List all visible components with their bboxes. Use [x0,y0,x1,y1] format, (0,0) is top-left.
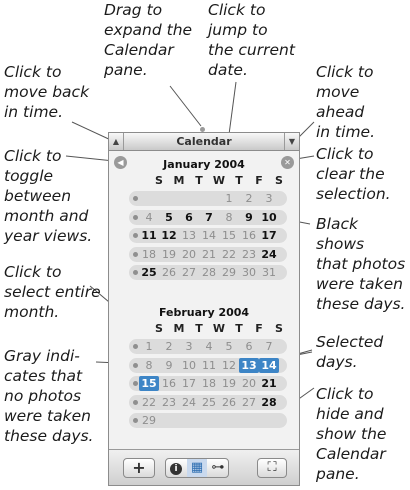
day-cell[interactable]: 19 [222,377,236,390]
day-cell[interactable]: 21 [261,377,277,390]
week-select-bullet-icon[interactable] [133,252,138,257]
day-cell[interactable]: 7 [265,340,273,353]
day-cell[interactable]: 26 [222,395,236,409]
day-cell[interactable]: 31 [262,266,276,279]
weekday-header: S [155,322,163,335]
day-cell[interactable]: 2 [245,192,253,205]
day-cell[interactable]: 9 [245,210,253,224]
day-cell[interactable]: 1 [225,192,233,205]
day-cell[interactable]: 19 [162,247,176,261]
weekday-header: M [173,322,185,335]
month-title[interactable]: February 2004 [158,306,250,319]
day-cell[interactable]: 27 [182,266,196,279]
weekday-header: M [173,174,185,187]
move-ahead-button[interactable]: ▼ [284,133,299,150]
week-row[interactable] [129,413,287,428]
view-segmented-control [165,458,229,478]
annotation-move-back: Click to move back in time. [4,63,90,121]
day-cell[interactable]: 2 [165,340,173,353]
day-cell[interactable]: 17 [182,377,196,390]
week-row[interactable] [129,191,287,206]
weekday-header: S [155,174,163,187]
day-cell[interactable]: 13 [182,229,196,242]
week-row[interactable] [129,376,287,391]
day-cell[interactable]: 11 [141,229,157,242]
day-cell[interactable]: 25 [202,395,216,409]
day-cell[interactable]: 8 [145,358,153,372]
week-row[interactable] [129,210,287,225]
weekday-header: F [255,174,263,187]
day-cell[interactable]: 29 [222,266,236,279]
day-cell[interactable]: 23 [242,247,256,261]
day-cell[interactable]: 22 [142,395,156,409]
annotation-selected-days: Selected days. [316,333,384,371]
calendar-bottom-toolbar [109,449,299,485]
day-cell[interactable]: 10 [182,358,196,372]
day-cell[interactable]: 15 [222,229,236,242]
weekday-header: S [275,174,283,187]
weekday-header: T [235,322,243,335]
key-icon: ⊶ [211,460,225,475]
calendar-icon: ▦ [190,460,204,475]
day-cell[interactable]: 5 [165,210,173,224]
day-cell[interactable]: 17 [261,229,277,242]
weekday-header: T [195,174,203,187]
week-select-bullet-icon[interactable] [133,418,138,423]
week-select-bullet-icon[interactable] [133,381,138,386]
day-cell[interactable]: 12 [161,229,177,242]
week-row[interactable] [129,265,287,280]
weekday-header: T [195,322,203,335]
weekday-header: F [255,322,263,335]
line-move-back [72,122,113,141]
weekday-header: W [212,174,226,187]
weekday-header-row [109,322,299,336]
clear-selection-icon[interactable]: ✕ [281,156,294,169]
annotation-toggle-views: Click to toggle between month and year views. [4,147,93,245]
day-cell[interactable]: 6 [245,340,253,353]
day-cell[interactable]: 14 [202,229,216,242]
day-cell[interactable]: 15 [139,376,159,391]
day-cell[interactable]: 4 [145,210,153,224]
day-cell[interactable]: 3 [185,340,193,353]
day-cell[interactable]: 20 [242,377,256,390]
month-title[interactable]: January 2004 [163,158,245,171]
day-cell[interactable]: 27 [242,395,256,409]
day-cell[interactable]: 8 [225,210,233,224]
line-drag-expand [170,86,201,126]
day-cell[interactable]: 23 [162,395,176,409]
info-button[interactable] [166,459,186,477]
day-cell[interactable]: 7 [205,210,213,224]
day-cell[interactable]: 26 [162,266,176,279]
day-cell[interactable]: 3 [265,192,273,205]
day-cell[interactable]: 18 [202,377,216,390]
week-row[interactable] [129,358,287,373]
annotation-gray-indicates: Gray indi- cates that no photos were taken these days. [4,347,94,445]
day-cell[interactable]: 16 [242,229,256,242]
toggle-view-icon[interactable]: ◀ [114,156,127,169]
calendar-titlebar [109,133,299,151]
annotation-hide-show: Click to hide and show the Calendar pane. [316,385,387,483]
day-cell[interactable]: 21 [202,247,216,261]
week-row[interactable] [129,228,287,243]
weekday-header: S [275,322,283,335]
day-cell[interactable]: 1 [145,340,153,353]
add-icon: + [132,458,146,477]
day-cell[interactable]: 30 [242,266,256,279]
annotation-clear-selection: Click to clear the selection. [316,145,391,203]
day-cell[interactable]: 28 [202,266,216,279]
annotation-drag-expand: Drag to expand the Calendar pane. [104,1,193,79]
week-select-bullet-icon[interactable] [133,344,138,349]
add-button[interactable] [123,458,155,478]
day-cell[interactable]: 24 [261,247,277,261]
day-cell[interactable]: 12 [222,358,236,372]
day-cell[interactable]: 20 [182,247,196,261]
day-cell[interactable]: 14 [259,358,279,373]
week-select-bullet-icon[interactable] [133,363,138,368]
calendar-toggle-button[interactable] [187,459,207,477]
day-cell[interactable]: 28 [261,395,277,409]
week-select-bullet-icon[interactable] [133,400,138,405]
day-cell[interactable]: 5 [225,340,233,353]
annotation-select-month: Click to select entire month. [4,263,101,321]
annotation-black-shows: Black shows that photos were taken these days. [316,215,406,313]
day-cell[interactable]: 16 [162,377,176,390]
fullscreen-icon: ⛶ [267,460,277,475]
calendar-title-button[interactable]: Calendar [176,135,232,148]
day-cell[interactable]: 13 [239,358,259,373]
annotation-move-ahead: Click to move ahead in time. [316,63,376,141]
day-cell[interactable]: 9 [165,358,173,372]
week-select-bullet-icon[interactable] [133,270,138,275]
calendar-pane [108,132,300,486]
day-cell[interactable]: 6 [185,210,193,224]
keywords-button[interactable] [208,459,228,477]
weekday-header-row [109,174,299,188]
day-cell[interactable]: 18 [142,247,156,261]
day-cell[interactable]: 29 [142,414,156,427]
week-row[interactable] [129,247,287,262]
week-row[interactable] [129,339,287,354]
week-row[interactable] [129,395,287,410]
weekday-header: T [235,174,243,187]
week-select-bullet-icon[interactable] [133,233,138,238]
week-select-bullet-icon[interactable] [133,215,138,220]
day-cell[interactable]: 22 [222,247,236,261]
weekday-header: W [212,322,226,335]
fullscreen-button[interactable] [257,458,287,478]
day-cell[interactable]: 11 [202,358,216,372]
annotation-jump-current: Click to jump to the current date. [208,1,295,79]
day-cell[interactable]: 24 [182,395,196,409]
move-back-button[interactable]: ▲ [109,133,124,150]
info-icon: i [170,463,182,475]
day-cell[interactable]: 10 [261,210,277,224]
day-cell[interactable]: 25 [141,266,157,279]
day-cell[interactable]: 4 [205,340,213,353]
week-select-bullet-icon[interactable] [133,196,138,201]
